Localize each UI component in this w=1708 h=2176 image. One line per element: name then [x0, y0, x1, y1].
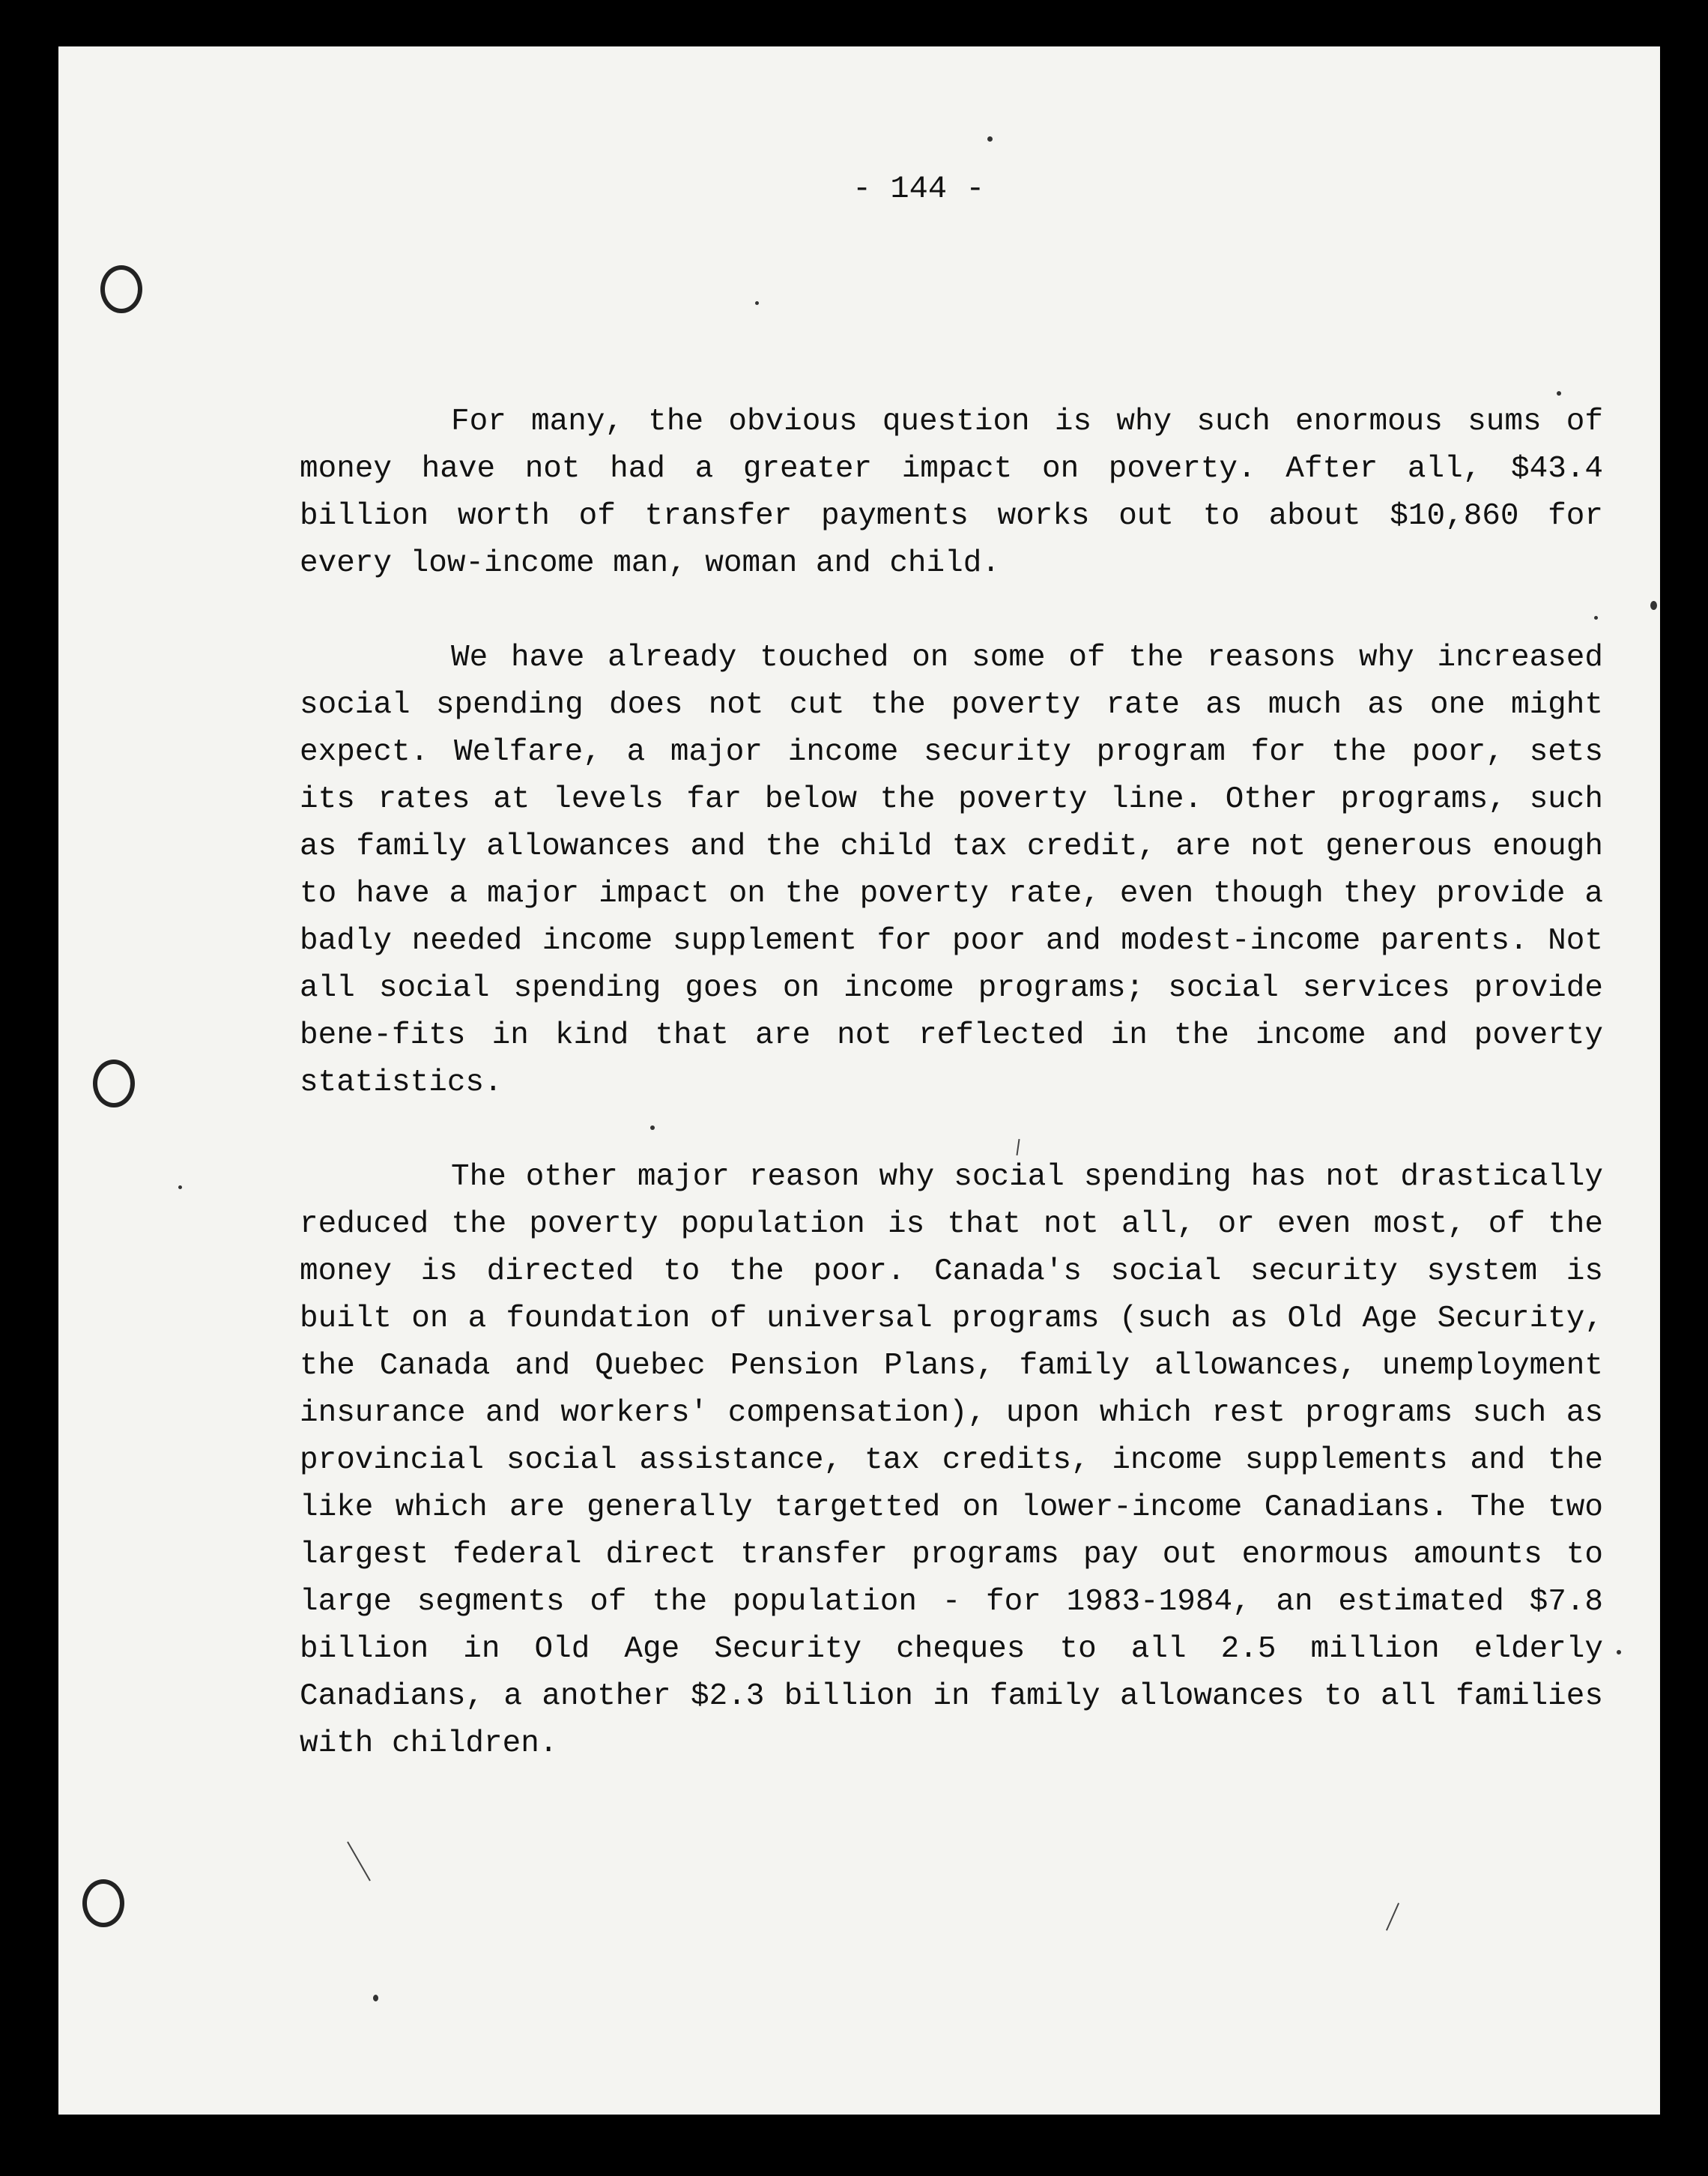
dust-speck [1557, 391, 1561, 396]
dust-speck [178, 1185, 182, 1189]
stray-pen-mark [347, 1842, 371, 1882]
paragraph-3: The other major reason why social spending has not drastically reduced the poverty population is that not all, or even most, of the money is directed to the poor. Canada's social security system is built on a foundation of universal programs (such as Old Age Security, the Canada and Quebec Pension Plans, family allowances, unemployment insurance and workers' compensation), upon which rest programs such as provincial social assistance, tax credits, income supplements and the like which are generally targetted on lower-income Canadians. The two largest federal direct transfer programs pay out enormous amounts to large segments of the population - for 1983-1984, an estimated $7.8 billion in Old Age Security cheques to all 2.5 million elderly Canadians, a another $2.3 billion in family allowances to all families with children. [300, 1160, 1603, 1761]
paragraph-2: We have already touched on some of the reasons why increased social spending does not cut the poverty rate as much as one might expect. Welfare, a major income security program for the poor, sets its rates at levels far below the poverty line. Other programs, such as family allowances and the child tax credit, are not generous enough to have a major impact on the poverty rate, even though they provide a badly needed income supplement for poor and modest-income parents. Not all social spending goes on income programs; social services provide bene-fits in kind that are not reflected in the income and poverty statistics. [300, 641, 1603, 1100]
punch-hole-middle [93, 1060, 135, 1107]
page-number: - 144 - [853, 171, 985, 207]
document-page [58, 46, 1660, 2115]
punch-hole-bottom [82, 1879, 124, 1927]
dust-speck [987, 136, 993, 142]
stray-pen-mark [1386, 1903, 1399, 1930]
dust-speck [373, 1995, 378, 2001]
paragraph-1: For many, the obvious question is why such enormous sums of money have not had a greater impact on poverty. After all, $43.4 billion worth of transfer payments works out to about $10,860 for every low-income man, woman and child. [300, 405, 1603, 581]
dust-speck [1650, 601, 1657, 610]
dust-speck [1617, 1650, 1621, 1654]
punch-hole-top [100, 265, 142, 313]
body-text [300, 399, 1603, 1768]
dust-speck [755, 301, 759, 305]
